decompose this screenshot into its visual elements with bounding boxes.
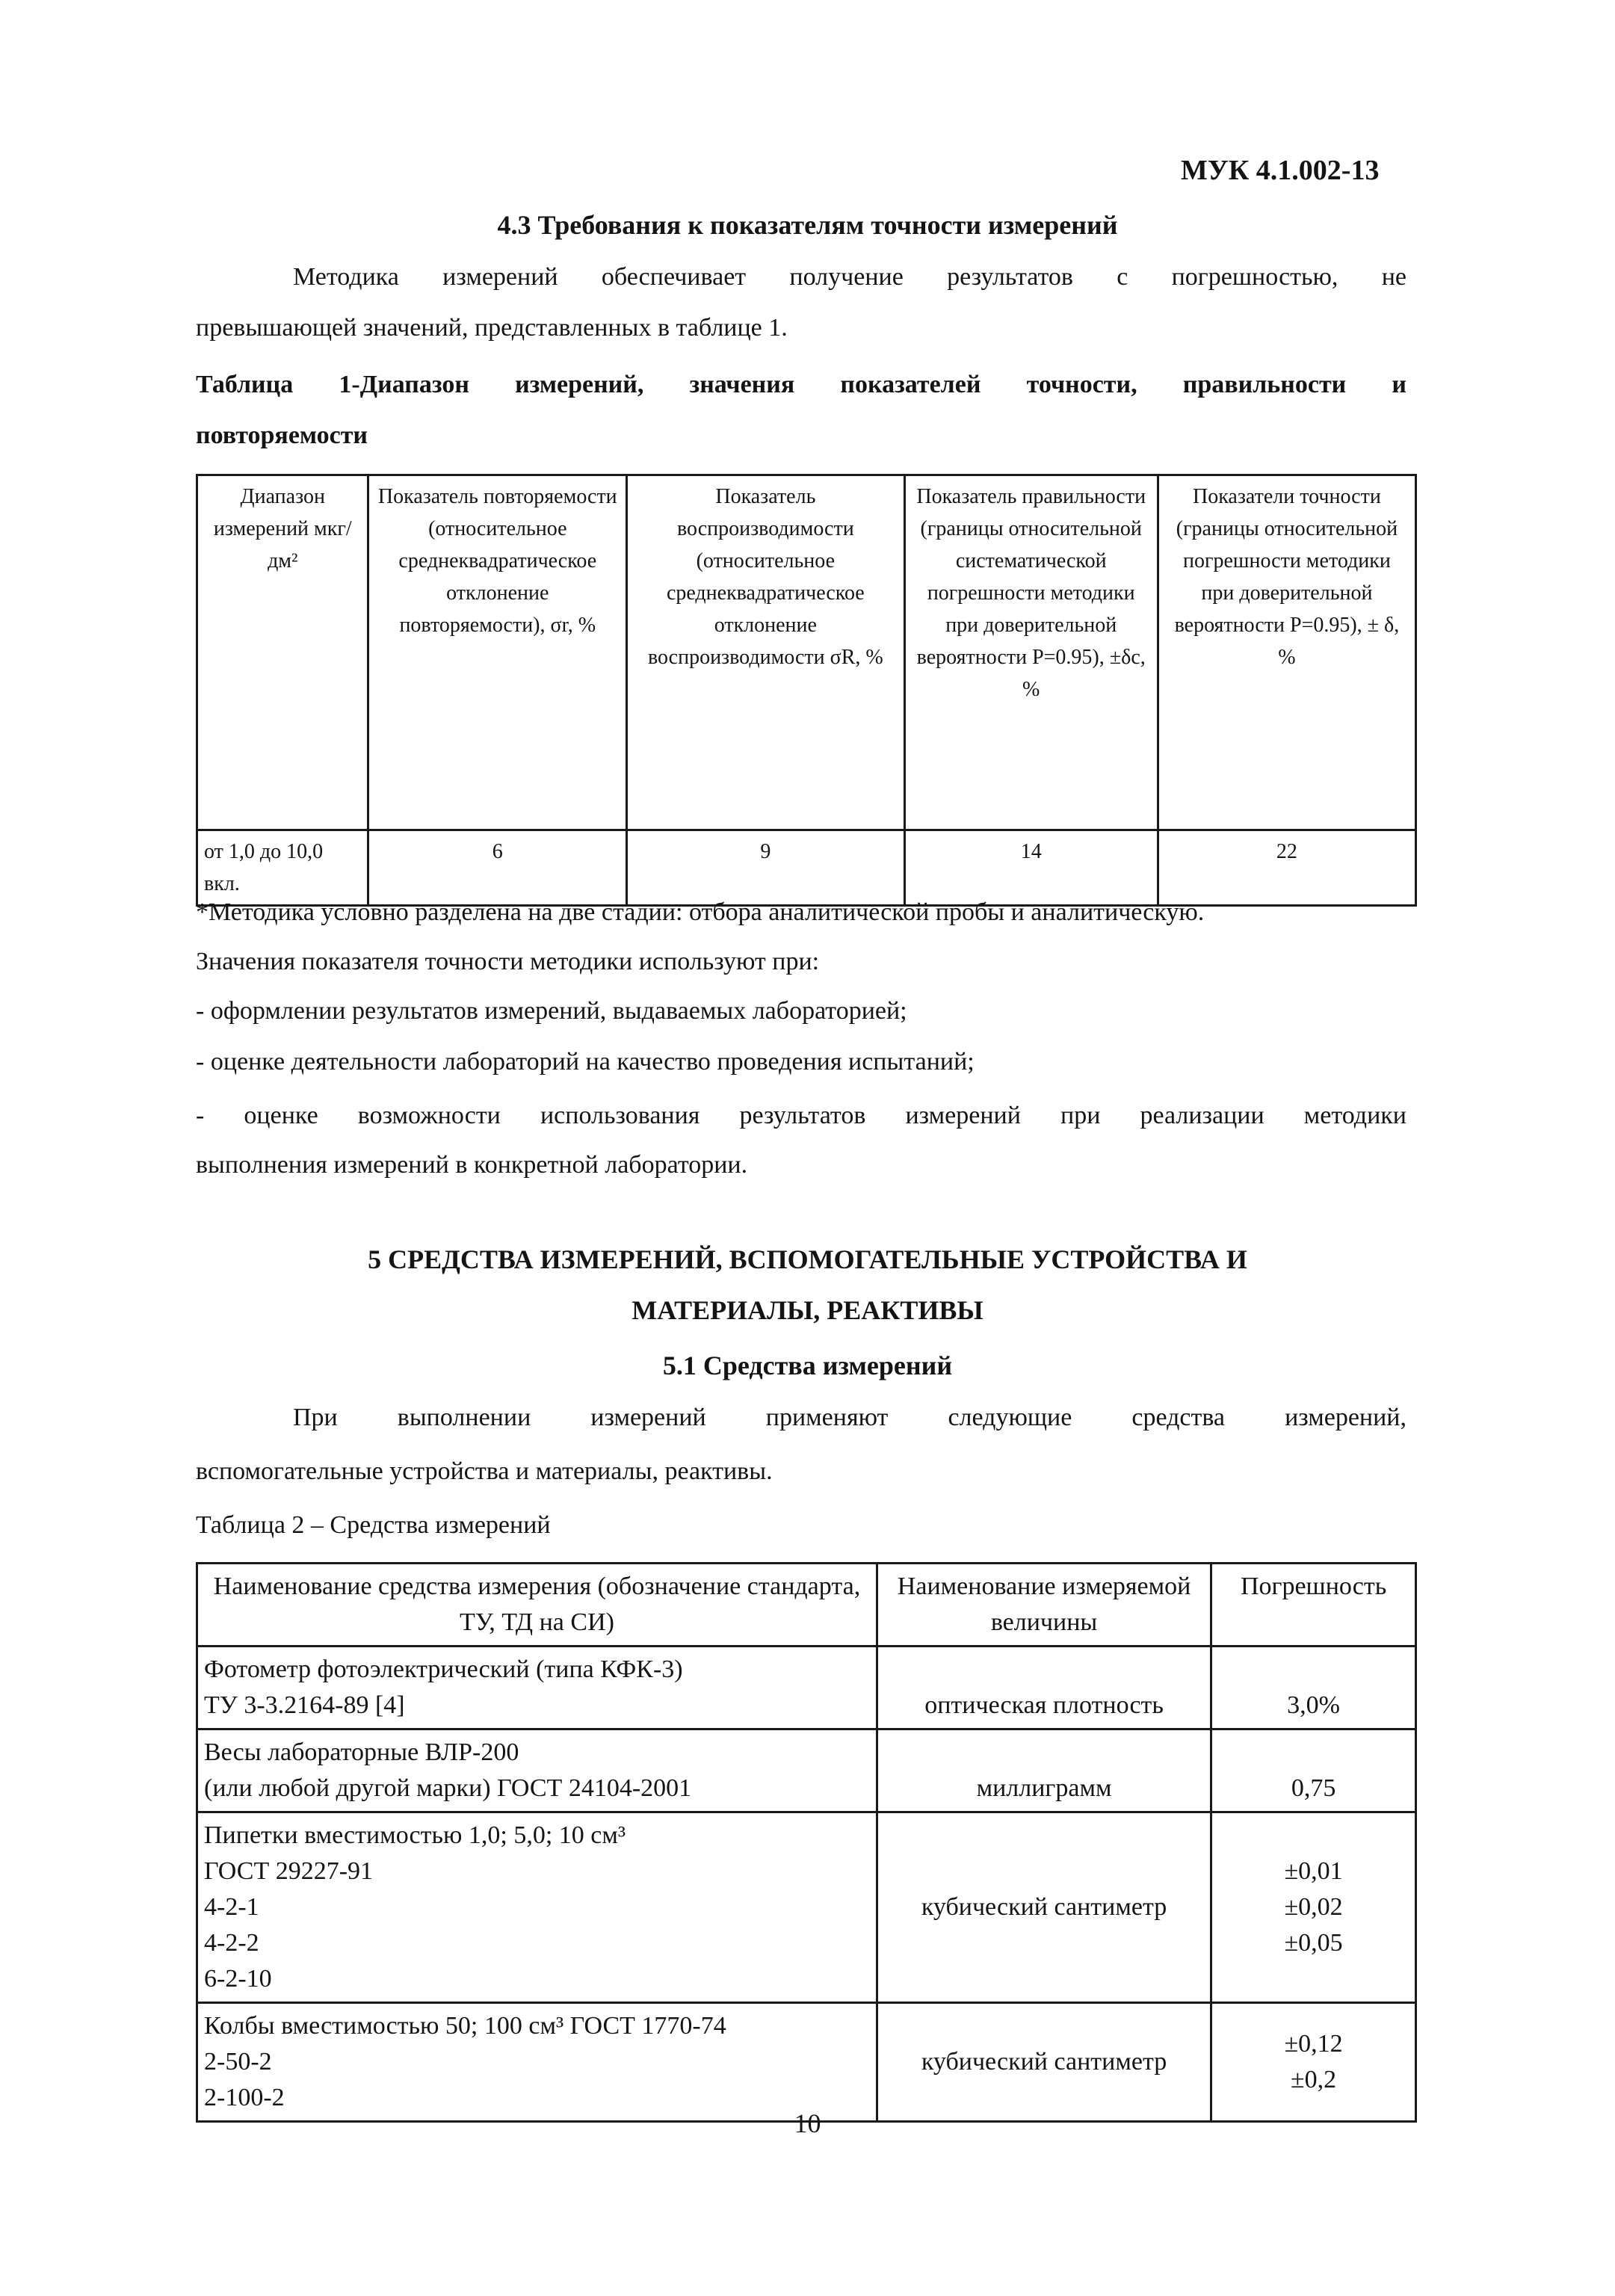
- table1-caption-line1: Таблица 1-Диапазон измерений, значения показателей точности, правильности и: [196, 371, 1406, 398]
- table2-cell-name: Фотометр фотоэлектрический (типа КФК-3) ТУ 3-3.2164-89 [4]: [197, 1647, 877, 1729]
- section-4-3-title: 4.3 Требования к показателям точности измерений: [497, 210, 1118, 240]
- table1-cell-reproducibility: 9: [627, 830, 904, 906]
- accuracy-usage-item-1: - оформлении результатов измерений, выдаваемых лабораторией;: [196, 997, 907, 1025]
- table-row: [197, 830, 1416, 906]
- accuracy-usage-item-2: - оценке деятельности лабораторий на качество проведения испытаний;: [196, 1048, 975, 1076]
- table1-header-accuracy: Показатели точности (границы относительной погрешности методики при доверительной вероятности P=0.95), ± δ, %: [1158, 475, 1415, 830]
- section-4-3-para-line2: превышающей значений, представленных в таблице 1.: [196, 314, 788, 342]
- table1-cell-trueness: 14: [904, 830, 1158, 906]
- section-5-title-line2: МАТЕРИАЛЫ, РЕАКТИВЫ: [632, 1295, 983, 1325]
- table2-caption: Таблица 2 – Средства измерений: [196, 1511, 551, 1539]
- table2-instruments: [196, 1562, 1417, 2123]
- table2-cell-name: Пипетки вместимостью 1,0; 5,0; 10 см³ ГОСТ 29227-91 4-2-1 4-2-2 6-2-10: [197, 1812, 877, 2003]
- table1-header-reproducibility: Показатель воспроизводимости (относительное среднеквадратическое отклонение воспроизводимости σR, %: [627, 475, 904, 830]
- table-row: [197, 1812, 1416, 2003]
- table1-footnote: *Методика условно разделена на две стадии: отбора аналитической пробы и аналитическую.: [196, 898, 1205, 926]
- table2-cell-quantity: кубический сантиметр: [877, 2003, 1211, 2122]
- accuracy-usage-intro: Значения показателя точности методики используют при:: [196, 948, 820, 975]
- table1-header-trueness: Показатель правильности (границы относительной систематической погрешности методики при доверительной вероятности P=0.95), ±δc, %: [904, 475, 1158, 830]
- table1-cell-range: от 1,0 до 10,0 вкл.: [197, 830, 368, 906]
- table2-cell-name: Колбы вместимостью 50; 100 см³ ГОСТ 1770-74 2-50-2 2-100-2: [197, 2003, 877, 2122]
- table-row: [197, 1647, 1416, 1729]
- table2-cell-error: ±0,12 ±0,2: [1211, 2003, 1416, 2122]
- table2-cell-quantity: оптическая плотность: [877, 1647, 1211, 1729]
- table1-caption-line2: повторяемости: [196, 422, 368, 449]
- accuracy-usage-item-3: - оценке возможности использования результатов измерений при реализации методики: [196, 1102, 1406, 1129]
- table-row: [197, 2003, 1416, 2122]
- table2-cell-quantity: кубический сантиметр: [877, 1812, 1211, 2003]
- table1-accuracy: [196, 474, 1417, 907]
- table1-header-row: [197, 475, 1416, 830]
- table2-cell-quantity: миллиграмм: [877, 1729, 1211, 1812]
- table2-cell-error: ±0,01 ±0,02 ±0,05: [1211, 1812, 1416, 2003]
- table1-cell-accuracy: 22: [1158, 830, 1415, 906]
- page-number: 10: [794, 2108, 821, 2138]
- table1-cell-repeatability: 6: [368, 830, 627, 906]
- table2-header-row: [197, 1564, 1416, 1647]
- table2-header-quantity: Наименование измеряемой величины: [877, 1564, 1211, 1647]
- table-row: [197, 1729, 1416, 1812]
- table1-header-range: Диапазон измерений мкг/дм²: [197, 475, 368, 830]
- document-id: МУК 4.1.002-13: [1181, 155, 1380, 186]
- table1-header-repeatability: Показатель повторяемости (относительное среднеквадратическое отклонение повторяемости), σr, %: [368, 475, 627, 830]
- section-5-1-title: 5.1 Средства измерений: [662, 1351, 953, 1380]
- section-5-1-para-line2: вспомогательные устройства и материалы, реактивы.: [196, 1457, 773, 1485]
- table2-cell-error: 3,0%: [1211, 1647, 1416, 1729]
- section-5-1-para-line1: При выполнении измерений применяют следующие средства измерений,: [293, 1404, 1406, 1431]
- table2-header-name: Наименование средства измерения (обозначение стандарта, ТУ, ТД на СИ): [197, 1564, 877, 1647]
- table2-header-error: Погрешность: [1211, 1564, 1416, 1647]
- table2-cell-error: 0,75: [1211, 1729, 1416, 1812]
- table2-cell-name: Весы лабораторные ВЛР-200 (или любой другой марки) ГОСТ 24104-2001: [197, 1729, 877, 1812]
- section-5-title-line1: 5 СРЕДСТВА ИЗМЕРЕНИЙ, ВСПОМОГАТЕЛЬНЫЕ УСТРОЙСТВА И: [368, 1244, 1247, 1274]
- section-4-3-para-line1: Методика измерений обеспечивает получение результатов с погрешностью, не: [293, 263, 1406, 291]
- accuracy-usage-item-3-cont: выполнения измерений в конкретной лаборатории.: [196, 1151, 748, 1179]
